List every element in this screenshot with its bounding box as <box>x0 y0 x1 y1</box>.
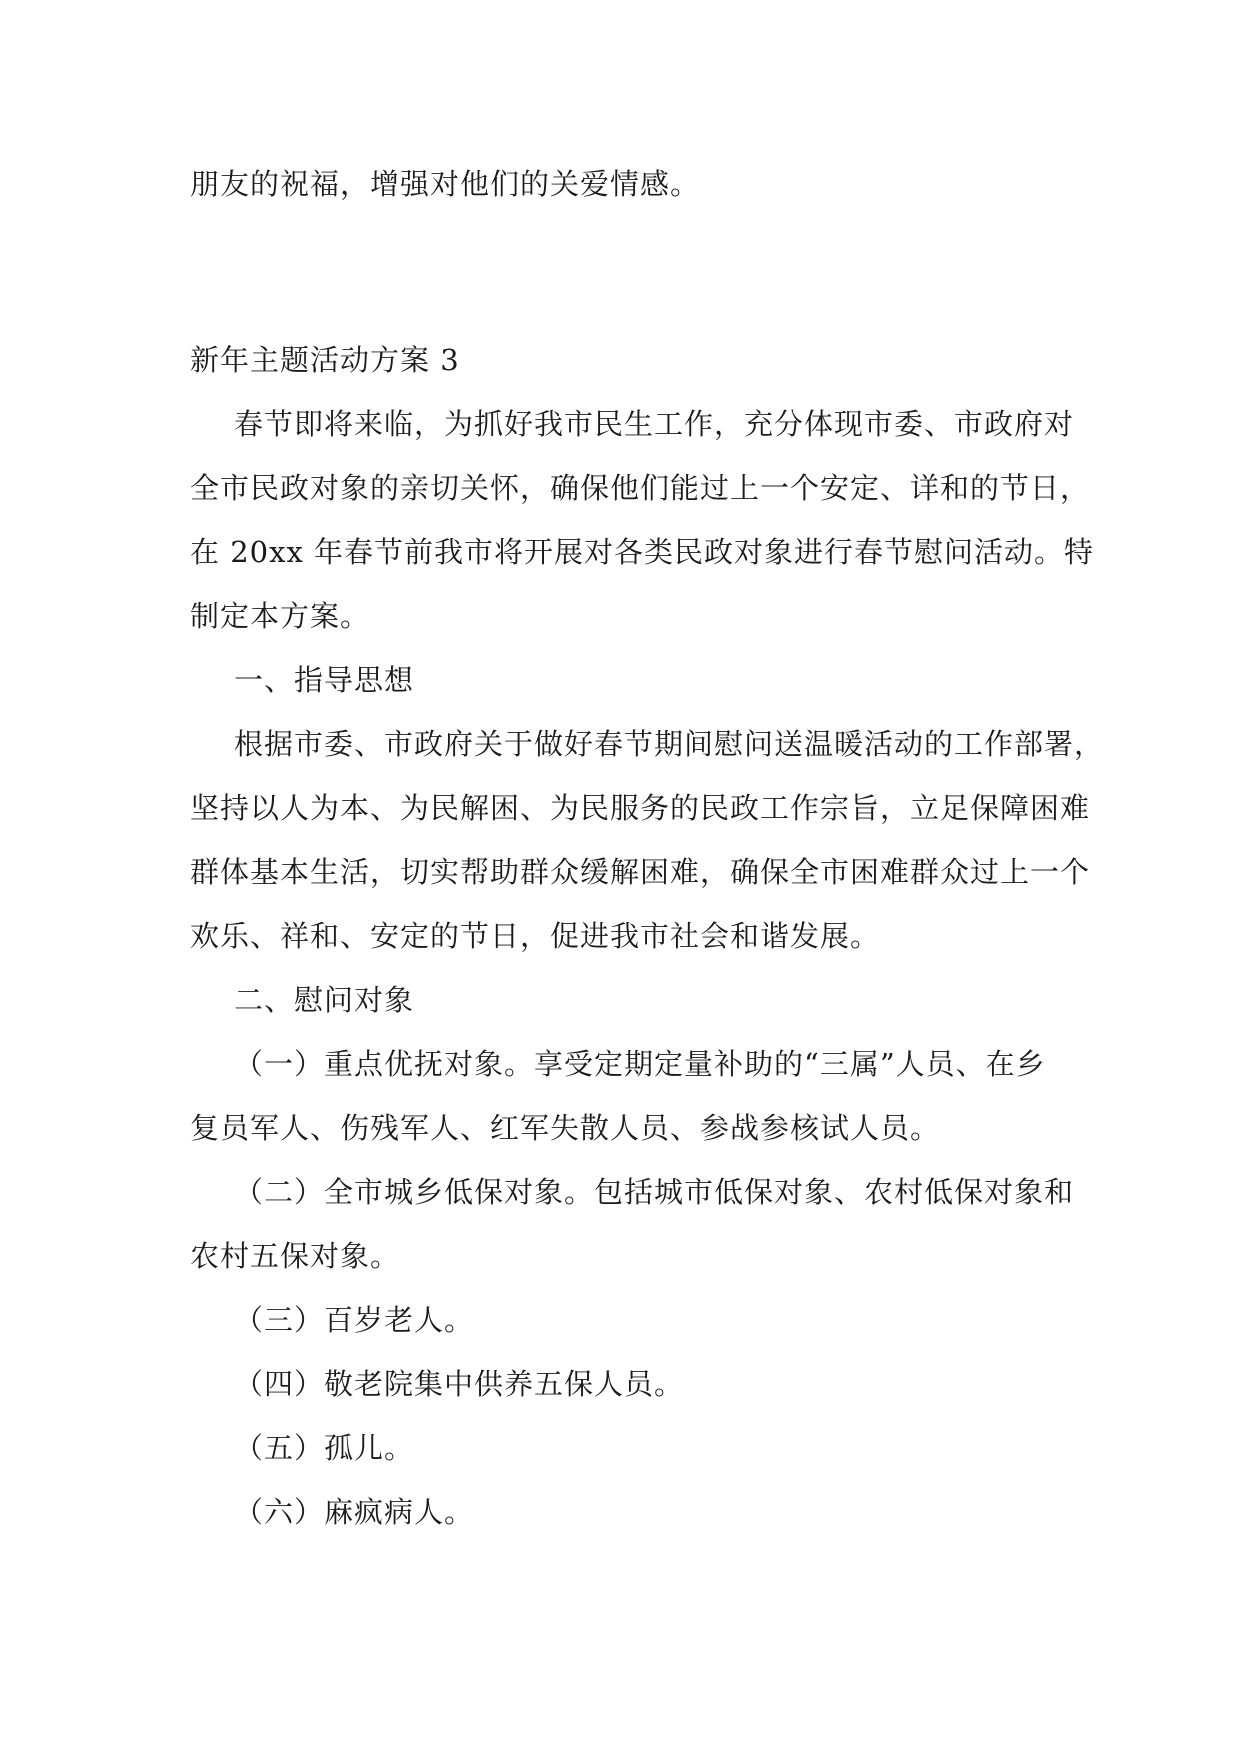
paragraph-line: （二）全市城乡低保对象。包括城市低保对象、农村低保对象和 <box>234 1175 1075 1209</box>
paragraph-line: （一）重点优抚对象。享受定期定量补助的“三属”人员、在乡 <box>234 1047 1046 1081</box>
item-1 <box>190 1032 1060 1160</box>
section-block <box>190 328 1105 1544</box>
paragraph-line: 根据市委、市政府关于做好春节期间慰问送温暖活动的工作部署， <box>234 727 1105 761</box>
paragraph-line: 群体基本生活，切实帮助群众缓解困难，确保全市困难群众过上一个 <box>190 855 1091 889</box>
paragraph-line: 制定本方案。 <box>190 599 371 633</box>
item-3: （三）百岁老人。 <box>234 1303 475 1337</box>
heading-guiding-thought: 一、指导思想 <box>234 663 415 697</box>
item-5: （五）孤儿。 <box>234 1431 415 1465</box>
item-6: （六）麻疯病人。 <box>234 1495 475 1529</box>
paragraph-line: 欢乐、祥和、安定的节日，促进我市社会和谐发展。 <box>190 919 881 953</box>
paragraph-line: 春节即将来临，为抓好我市民生工作，充分体现市委、市政府对 <box>234 407 1075 441</box>
guiding-paragraph <box>190 712 1105 968</box>
item-2 <box>190 1160 1075 1288</box>
paragraph-line: 在 20xx 年春节前我市将开展对各类民政对象进行春节慰问活动。特 <box>190 535 1095 569</box>
paragraph-line: 农村五保对象。 <box>190 1239 401 1273</box>
document-body <box>190 152 1105 1544</box>
paragraph-line: 复员军人、伤残军人、红军失散人员、参战参核试人员。 <box>190 1111 941 1145</box>
section-title: 新年主题活动方案 3 <box>190 343 460 377</box>
heading-recipients: 二、慰问对象 <box>234 983 415 1017</box>
paragraph-line: 坚持以人为本、为民解困、为民服务的民政工作宗旨，立足保障困难 <box>190 791 1091 825</box>
intro-paragraph <box>190 392 1095 648</box>
item-4: （四）敬老院集中供养五保人员。 <box>234 1367 685 1401</box>
paragraph-line: 全市民政对象的亲切关怀，确保他们能过上一个安定、详和的节日， <box>190 471 1091 505</box>
top-fragment: 朋友的祝福，增强对他们的关爱情感。 <box>190 167 701 201</box>
